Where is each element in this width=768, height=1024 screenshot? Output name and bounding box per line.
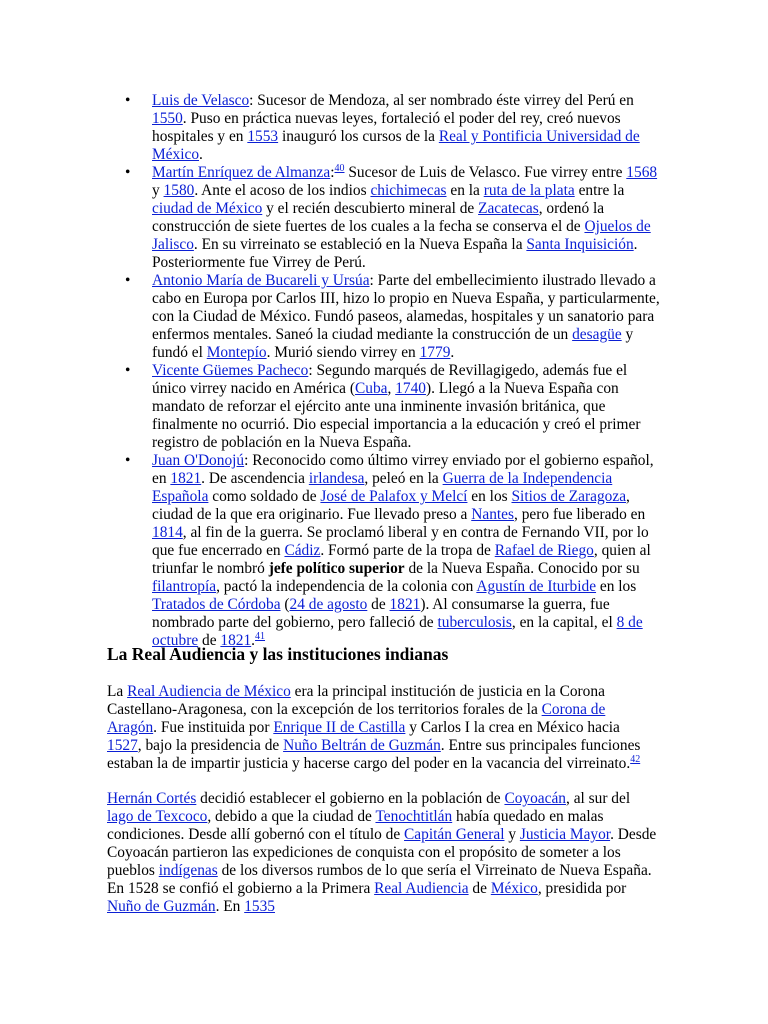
link[interactable]: Agustín de Iturbide bbox=[476, 578, 597, 595]
link[interactable]: 1527 bbox=[107, 737, 138, 754]
link[interactable]: Justicia Mayor bbox=[519, 826, 611, 843]
link[interactable]: ruta de la plata bbox=[483, 182, 575, 199]
link[interactable]: 1821 bbox=[220, 632, 252, 649]
link[interactable]: Corona de Aragón bbox=[107, 701, 606, 736]
link[interactable]: Luis de Velasco bbox=[152, 92, 250, 109]
link[interactable]: 8 de octubre bbox=[152, 614, 643, 649]
link[interactable]: 1553 bbox=[247, 128, 279, 145]
link[interactable]: 1568 bbox=[626, 164, 658, 181]
link[interactable]: Nantes bbox=[471, 506, 514, 523]
link[interactable]: irlandesa bbox=[308, 470, 365, 487]
link[interactable]: Sitios de Zaragoza bbox=[511, 488, 627, 505]
link[interactable]: chichimecas bbox=[370, 182, 447, 199]
link[interactable]: 1821 bbox=[170, 470, 202, 487]
footnote-ref[interactable]: 40 bbox=[334, 163, 345, 174]
bold-term: jefe político superior bbox=[268, 560, 405, 577]
link[interactable]: Santa Inquisición bbox=[526, 236, 634, 253]
link[interactable]: Hernán Cortés bbox=[107, 790, 197, 807]
link[interactable]: Martín Enríquez de Almanza bbox=[152, 164, 331, 181]
list-item: • Luis de Velasco: Sucesor de Mendoza, al ser nombrado éste virrey del Perú en 1550. Puso en práctica nuevas leyes, fortaleció el poder del rey, creó nuevos hospitales y en 1553 inauguró los cursos de la Real y Pontificia Universidad de México. bbox=[114, 92, 664, 164]
list-item: • Vicente Güemes Pacheco: Segundo marqués de Revillagigedo, además fue el único virrey nacido en América (Cuba, 1740). Llegó a la Nueva España con mandato de reforzar el ejército ante una inminente invasión británica, que finalmente no ocurrió. Dio especial importancia a la educación y creó el primer registro de población en la Nueva España. bbox=[114, 362, 664, 452]
link[interactable]: Tenochtitlán bbox=[375, 808, 453, 825]
list-item: • Juan O'Donojú: Reconocido como último virrey enviado por el gobierno español, en 1821. De ascendencia irlandesa, peleó en la Guerra de la Independencia Española como soldado de José de Palafox y Melcí en los Sitios de Zaragoza, ciudad de la que era originario. Fue llevado preso a Nantes, pero fue liberado en 1814, al fin de la guerra. Se proclamó liberal y en contra de Fernando VII, por lo que fue encerrado en Cádiz. Formó parte de la tropa de Rafael de Riego, quien al triunfar le nombró jefe político superior de la Nueva España. Conocido por su filantropía, pactó la independencia de la colonia con Agustín de Iturbide en los Tratados de Córdoba (24 de agosto de 1821). Al consumarse la guerra, fue nombrado parte del gobierno, pero falleció de tuberculosis, en la capital, el 8 de octubre de 1821.41 bbox=[114, 452, 664, 650]
link[interactable]: Guerra de la Independencia Española bbox=[152, 470, 613, 505]
link[interactable]: Real Audiencia bbox=[374, 880, 469, 897]
link[interactable]: 1821 bbox=[389, 596, 421, 613]
paragraph: La Real Audiencia de México era la principal institución de justicia en la Corona Castellano-Aragonesa, con la excepción de los territorios forales de la Corona de Aragón. Fue instituida por Enrique II de Castilla y Carlos I la crea en México hacia 1527, bajo la presidencia de Nuño Beltrán de Guzmán. Entre sus principales funciones estaban la de impartir justicia y hacerse cargo del poder en la vacancia del virreinato.$^{42}$ bbox=[107, 683, 641, 772]
link[interactable]: 24 de agosto bbox=[289, 596, 368, 613]
link[interactable]: 1535 bbox=[244, 898, 275, 915]
link[interactable]: Antonio María de Bucareli y Ursúa bbox=[152, 272, 370, 289]
link[interactable]: Cádiz bbox=[284, 542, 321, 559]
section-heading: La Real Audiencia y las instituciones indianas bbox=[107, 644, 449, 664]
footnote-ref[interactable]: 41 bbox=[255, 631, 266, 642]
link[interactable]: 1814 bbox=[152, 524, 183, 541]
link[interactable]: Tratados de Córdoba bbox=[152, 596, 281, 613]
link[interactable]: Montepío bbox=[206, 344, 267, 361]
link[interactable]: Nuño de Guzmán bbox=[107, 898, 216, 915]
link[interactable]: indígenas bbox=[158, 862, 218, 879]
link[interactable]: filantropía bbox=[152, 578, 217, 595]
viceroy-list bbox=[114, 92, 664, 650]
link[interactable]: 1740 bbox=[395, 380, 426, 397]
link[interactable]: 1580 bbox=[163, 182, 195, 199]
link[interactable]: desagüe bbox=[572, 326, 622, 343]
link[interactable]: México bbox=[490, 880, 538, 897]
link[interactable]: Vicente Güemes Pacheco bbox=[152, 362, 309, 379]
link[interactable]: Juan O'Donojú bbox=[152, 452, 245, 469]
list-item: • Antonio María de Bucareli y Ursúa: Parte del embellecimiento ilustrado llevado a cabo en Europa por Carlos III, hizo lo propio en Nueva España, y particularmente, con la Ciudad de México. Fundó paseos, alamedas, hospitales y un sanatorio para enfermos mentales. Saneó la ciudad mediante la construcción de un desagüe y fundó el Montepío. Murió siendo virrey en 1779. bbox=[114, 272, 664, 362]
link[interactable]: Real Audiencia de México bbox=[127, 683, 291, 700]
link[interactable]: Coyoacán bbox=[504, 790, 566, 807]
footnote-ref[interactable]: 42 bbox=[630, 754, 641, 765]
link[interactable]: José de Palafox y Melcí bbox=[320, 488, 468, 505]
link[interactable]: lago de Texcoco bbox=[107, 808, 208, 825]
link[interactable]: 1550 bbox=[152, 110, 183, 127]
paragraph: Hernán Cortés decidió establecer el gobierno en la población de Coyoacán, al sur del lago de Texcoco, debido a que la ciudad de Tenochtitlán había quedado en malas condiciones. Desde allí gobernó con el título de Capitán General y Justicia Mayor. Desde Coyoacán partieron las expediciones de conquista con el propósito de someter a los pueblos indígenas de los diversos rumbos de lo que sería el Virreinato de Nueva España. En 1528 se confió el gobierno a la Primera Real Audiencia de México, presidida por Nuño de Guzmán. En 1535 bbox=[107, 790, 657, 915]
list-item: • Martín Enríquez de Almanza:$^{40}$ Sucesor de Luis de Velasco. Fue virrey entre 1568 y 1580. Ante el acoso de los indios chichimecas en la ruta de la plata entre la ciudad de México y el recién descubierto mineral de Zacatecas, ordenó la construcción de siete fuertes de los cuales a la fecha se conserva el de Ojuelos de Jalisco. En su virreinato se estableció en la Nueva España la Santa Inquisición. Posteriormente fue Virrey de Perú. bbox=[114, 164, 664, 272]
link[interactable]: 1779 bbox=[419, 344, 451, 361]
link[interactable]: Capitán General bbox=[404, 826, 505, 843]
link[interactable]: tuberculosis bbox=[437, 614, 512, 631]
link[interactable]: Ojuelos de Jalisco bbox=[152, 218, 651, 253]
link[interactable]: Rafael de Riego bbox=[494, 542, 594, 559]
link[interactable]: Real y Pontificia Universidad de México bbox=[152, 128, 640, 163]
link[interactable]: Enrique II de Castilla bbox=[273, 719, 406, 736]
link[interactable]: Cuba bbox=[355, 380, 388, 397]
link[interactable]: Zacatecas bbox=[478, 200, 539, 217]
link[interactable]: Nuño Beltrán de Guzmán bbox=[283, 737, 441, 754]
link[interactable]: ciudad de México bbox=[152, 200, 263, 217]
